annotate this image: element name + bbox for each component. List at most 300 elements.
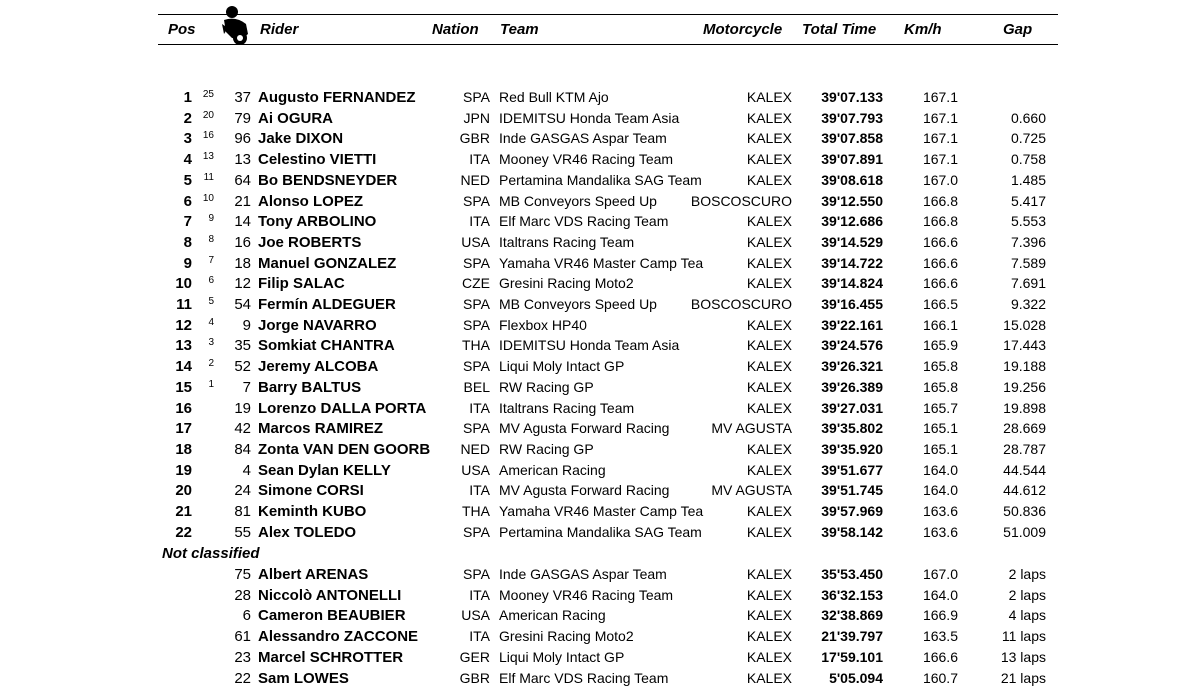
motorcycle: BOSCOSCURO: [690, 192, 792, 209]
table-row: [0, 647, 1200, 668]
gap: 28.669: [1003, 420, 1046, 437]
gap: 13 laps: [1000, 648, 1046, 665]
table-row: [0, 315, 1200, 336]
total-time: 39'51.677: [821, 461, 883, 478]
team-name: Mooney VR46 Racing Team: [499, 586, 674, 603]
gap: 19.898: [1003, 399, 1046, 416]
position: 15: [175, 378, 192, 396]
rider-name: Simone CORSI: [258, 482, 364, 500]
nation: SPA: [463, 523, 490, 540]
rider-number: 19: [234, 399, 251, 417]
position: 11: [176, 296, 192, 313]
gap: 0.660: [1010, 109, 1046, 126]
gap: 44.544: [1003, 461, 1046, 478]
gap: 15.028: [1003, 316, 1046, 333]
team-name: Pertamina Mandalika SAG Team: [499, 523, 702, 540]
nation: ITA: [469, 482, 490, 499]
motorcycle-rider-icon: [218, 4, 254, 46]
motorcycle: KALEX: [746, 566, 792, 582]
rider-number: 35: [234, 337, 251, 355]
nation: THA: [462, 503, 490, 519]
nation: USA: [461, 607, 490, 624]
team-name: MV Agusta Forward Racing: [499, 482, 670, 499]
total-time: 39'12.686: [821, 213, 883, 230]
gap: 1.485: [1010, 171, 1046, 188]
gap: 0.725: [1010, 130, 1046, 147]
speed-kmh: 165.1: [922, 420, 958, 437]
table-row: [0, 191, 1200, 212]
rider-name: Cameron BEAUBIER: [258, 607, 406, 625]
nation: JPN: [463, 109, 490, 126]
rider-number: 4: [242, 461, 251, 479]
speed-kmh: 166.5: [922, 296, 958, 312]
position: 18: [175, 440, 192, 458]
team-name: Yamaha VR46 Master Camp Tea: [499, 254, 704, 271]
position: 3: [183, 130, 192, 148]
rider-name: Sean Dylan KELLY: [258, 461, 391, 479]
team-name: Mooney VR46 Racing Team: [499, 151, 674, 168]
table-row: [0, 273, 1200, 294]
speed-kmh: 164.0: [922, 461, 958, 478]
team-name: Flexbox HP40: [499, 316, 587, 333]
nation: SPA: [463, 316, 490, 333]
position: 1: [183, 89, 192, 106]
team-name: MB Conveyors Speed Up: [499, 296, 657, 312]
points: 1: [208, 378, 214, 390]
nation: SPA: [463, 296, 490, 312]
speed-kmh: 166.6: [922, 254, 958, 271]
motorcycle: KALEX: [746, 607, 792, 624]
rider-number: 13: [234, 151, 251, 169]
team-name: Liqui Moly Intact GP: [499, 358, 625, 375]
rider-number: 18: [234, 254, 251, 272]
motorcycle: KALEX: [746, 358, 792, 375]
team-name: Gresini Racing Moto2: [499, 275, 634, 292]
speed-kmh: 165.1: [922, 440, 958, 457]
table-row: [0, 564, 1200, 585]
points: 4: [208, 316, 214, 328]
rider-number: 37: [234, 89, 251, 106]
gap: 7.396: [1010, 233, 1046, 250]
rider-number: 61: [234, 628, 251, 646]
speed-kmh: 163.6: [922, 503, 958, 519]
rider-name: Jeremy ALCOBA: [258, 358, 379, 376]
position: 19: [175, 461, 192, 479]
table-row: [0, 377, 1200, 398]
nation: SPA: [463, 420, 490, 437]
header-total-time: Total Time: [802, 21, 877, 38]
speed-kmh: 167.1: [922, 109, 958, 126]
gap: 5.417: [1010, 192, 1046, 209]
header-team: Team: [500, 21, 539, 38]
team-name: RW Racing GP: [499, 440, 594, 457]
nation: ITA: [469, 213, 490, 230]
table-row: [0, 87, 1200, 108]
nation: USA: [461, 233, 490, 250]
total-time: 36'32.153: [821, 586, 883, 603]
header-nation: Nation: [432, 21, 479, 38]
table-row: [0, 522, 1200, 543]
nation: ITA: [469, 151, 490, 168]
rider-number: 54: [234, 296, 251, 313]
motorcycle: MV AGUSTA: [711, 482, 792, 499]
speed-kmh: 166.6: [922, 233, 958, 250]
total-time: 39'58.142: [821, 523, 883, 540]
points: 25: [202, 89, 214, 100]
rider-name: Filip SALAC: [258, 275, 345, 293]
gap: 21 laps: [1000, 669, 1046, 686]
speed-kmh: 167.1: [922, 130, 958, 147]
speed-kmh: 163.5: [922, 628, 958, 645]
rider-name: Somkiat CHANTRA: [258, 337, 395, 355]
nation: NED: [460, 440, 490, 457]
rider-number: 75: [234, 566, 251, 583]
header-top-rule: [158, 14, 1058, 15]
total-time: 39'26.389: [821, 378, 883, 395]
total-time: 5'05.094: [829, 669, 883, 686]
points: 8: [208, 233, 214, 245]
rider-number: 96: [234, 130, 251, 148]
gap: 0.758: [1010, 151, 1046, 168]
rider-number: 21: [234, 192, 251, 210]
rider-name: Barry BALTUS: [258, 378, 362, 396]
total-time: 39'57.969: [821, 503, 883, 519]
total-time: 39'14.824: [821, 275, 883, 292]
points: 2: [208, 358, 214, 370]
speed-kmh: 165.9: [922, 337, 958, 354]
points: 9: [208, 213, 214, 225]
nation: SPA: [463, 192, 490, 209]
motorcycle: KALEX: [746, 399, 792, 416]
rider-number: 9: [242, 316, 251, 334]
team-name: Italtrans Racing Team: [499, 233, 635, 250]
points: 7: [208, 254, 214, 266]
gap: 11 laps: [1001, 628, 1046, 645]
nation: USA: [461, 461, 490, 478]
rider-name: Marcel SCHROTTER: [258, 648, 404, 666]
speed-kmh: 166.9: [922, 607, 958, 624]
speed-kmh: 167.0: [922, 566, 958, 582]
points: 11: [203, 171, 214, 183]
nation: SPA: [463, 254, 490, 271]
rider-number: 79: [234, 109, 251, 127]
rider-number: 64: [234, 171, 251, 189]
gap: 7.691: [1010, 275, 1046, 292]
team-name: Red Bull KTM Ajo: [499, 89, 609, 105]
motorcycle: KALEX: [746, 233, 792, 250]
points: 16: [202, 130, 214, 142]
speed-kmh: 166.1: [922, 316, 958, 333]
speed-kmh: 164.0: [922, 482, 958, 499]
rider-name: Alessandro ZACCONE: [258, 628, 419, 646]
nation: SPA: [463, 566, 490, 582]
motorcycle: KALEX: [746, 316, 792, 333]
rider-name: Keminth KUBO: [258, 503, 367, 520]
position: 9: [183, 254, 192, 272]
table-row: [0, 253, 1200, 274]
motorcycle: KALEX: [746, 586, 792, 603]
points: 20: [202, 109, 214, 121]
rider-number: 24: [234, 482, 251, 500]
total-time: 39'26.321: [821, 358, 883, 375]
gap: 7.589: [1010, 254, 1046, 271]
not-classified-heading: Not classified: [162, 545, 260, 562]
nation: ITA: [469, 628, 490, 645]
position: 5: [183, 171, 192, 189]
speed-kmh: 160.7: [922, 669, 958, 686]
nation: ITA: [469, 586, 490, 603]
motorcycle: KALEX: [746, 151, 792, 168]
team-name: American Racing: [499, 607, 606, 624]
nation: GBR: [459, 130, 490, 147]
motorcycle: KALEX: [746, 378, 792, 395]
position: 6: [183, 192, 192, 210]
gap: 9.322: [1010, 296, 1046, 312]
nation: SPA: [463, 89, 490, 105]
total-time: 32'38.869: [821, 607, 883, 624]
gap: 28.787: [1003, 440, 1046, 457]
total-time: 21'39.797: [821, 628, 883, 645]
team-name: Elf Marc VDS Racing Team: [499, 669, 669, 686]
position: 21: [175, 503, 192, 520]
table-row: [0, 170, 1200, 191]
motorcycle: MV AGUSTA: [711, 420, 792, 437]
team-name: MV Agusta Forward Racing: [499, 420, 670, 437]
team-name: Gresini Racing Moto2: [499, 628, 634, 645]
table-row: [0, 439, 1200, 460]
table-row: [0, 585, 1200, 606]
rider-number: 42: [234, 420, 251, 438]
header-pos: Pos: [168, 21, 196, 38]
total-time: 17'59.101: [821, 648, 883, 665]
motorcycle: KALEX: [746, 213, 792, 230]
rider-name: Alex TOLEDO: [258, 523, 357, 541]
total-time: 39'51.745: [821, 482, 883, 499]
table-row: [0, 294, 1200, 315]
gap: 19.256: [1003, 378, 1046, 395]
nation: NED: [460, 171, 490, 188]
speed-kmh: 166.6: [922, 275, 958, 292]
table-row: [0, 480, 1200, 501]
total-time: 39'22.161: [821, 316, 883, 333]
rider-number: 55: [234, 523, 251, 541]
nation: THA: [462, 337, 490, 354]
header-kmh: Km/h: [904, 21, 942, 38]
total-time: 39'24.576: [821, 337, 883, 354]
motorcycle: KALEX: [746, 337, 792, 354]
rider-name: Jake DIXON: [258, 130, 344, 148]
table-row: [0, 418, 1200, 439]
gap: 50.836: [1003, 503, 1046, 519]
points: 6: [208, 275, 214, 287]
rider-name: Sam LOWES: [258, 669, 349, 687]
speed-kmh: 165.7: [922, 399, 958, 416]
position: 2: [183, 109, 192, 127]
rider-name: Jorge NAVARRO: [258, 316, 377, 334]
position: 20: [175, 482, 192, 500]
motorcycle: KALEX: [746, 523, 792, 540]
speed-kmh: 167.1: [922, 89, 958, 105]
total-time: 39'07.133: [821, 89, 883, 105]
team-name: IDEMITSU Honda Team Asia: [499, 337, 680, 354]
gap: 4 laps: [1008, 607, 1046, 624]
gap: 2 laps: [1008, 586, 1046, 603]
table-row: [0, 108, 1200, 129]
motorcycle: KALEX: [746, 254, 792, 271]
position: 17: [175, 420, 192, 438]
team-name: Liqui Moly Intact GP: [499, 648, 625, 665]
rider-name: Augusto FERNANDEZ: [258, 89, 416, 106]
motorcycle: KALEX: [746, 440, 792, 457]
total-time: 39'07.891: [821, 151, 883, 168]
table-row: [0, 398, 1200, 419]
rider-number: 7: [242, 378, 251, 396]
total-time: 39'12.550: [821, 192, 883, 209]
team-name: American Racing: [499, 461, 606, 478]
position: 4: [183, 151, 192, 169]
nation: ITA: [469, 399, 490, 416]
rider-number: 12: [234, 275, 251, 293]
rider-number: 81: [234, 503, 251, 520]
table-row: [0, 149, 1200, 170]
motorcycle: KALEX: [746, 503, 792, 519]
gap: 51.009: [1003, 523, 1046, 540]
position: 14: [175, 358, 192, 376]
speed-kmh: 165.8: [922, 358, 958, 375]
rider-number: 28: [234, 586, 251, 604]
rider-name: Fermín ALDEGUER: [258, 296, 396, 313]
points: 3: [208, 337, 214, 349]
table-row: [0, 460, 1200, 481]
rider-number: 6: [242, 607, 251, 625]
table-row: [0, 335, 1200, 356]
table-row: [0, 626, 1200, 647]
header-motorcycle: Motorcycle: [703, 21, 783, 38]
position: 22: [175, 523, 192, 541]
total-time: 35'53.450: [821, 566, 883, 582]
table-row: [0, 668, 1200, 689]
motorcycle: KALEX: [746, 171, 792, 188]
team-name: Inde GASGAS Aspar Team: [499, 566, 667, 582]
team-name: Italtrans Racing Team: [499, 399, 635, 416]
table-row: [0, 128, 1200, 149]
speed-kmh: 166.6: [922, 648, 958, 665]
team-name: IDEMITSU Honda Team Asia: [499, 109, 680, 126]
speed-kmh: 166.8: [922, 213, 958, 230]
rider-number: 23: [234, 648, 251, 666]
gap: 44.612: [1003, 482, 1046, 499]
header-gap: Gap: [1003, 21, 1033, 38]
header-rider: Rider: [260, 21, 299, 38]
motorcycle: KALEX: [746, 669, 792, 686]
total-time: 39'07.858: [821, 130, 883, 147]
rider-name: Albert ARENAS: [258, 566, 369, 583]
gap: 2 laps: [1008, 566, 1046, 582]
rider-name: Ai OGURA: [258, 109, 333, 127]
total-time: 39'35.920: [821, 440, 883, 457]
header-bottom-rule: [158, 44, 1058, 45]
team-name: Inde GASGAS Aspar Team: [499, 130, 667, 147]
gap: 17.443: [1003, 337, 1046, 354]
table-row: [0, 501, 1200, 522]
position: 12: [175, 316, 192, 334]
team-name: RW Racing GP: [499, 378, 594, 395]
team-name: Elf Marc VDS Racing Team: [499, 213, 669, 230]
rider-name: Niccolò ANTONELLI: [258, 586, 402, 604]
position: 16: [175, 399, 192, 417]
rider-number: 84: [234, 440, 251, 458]
rider-name: Bo BENDSNEYDER: [258, 171, 398, 189]
nation: GBR: [459, 669, 490, 686]
points: 10: [202, 192, 214, 204]
motorcycle: KALEX: [746, 275, 792, 292]
motorcycle: BOSCOSCURO: [690, 296, 792, 312]
total-time: 39'35.802: [821, 420, 883, 437]
position: 10: [175, 275, 192, 293]
rider-name: Marcos RAMIREZ: [258, 420, 384, 438]
team-name: MB Conveyors Speed Up: [499, 192, 657, 209]
rider-name: Alonso LOPEZ: [258, 192, 363, 210]
team-name: Pertamina Mandalika SAG Team: [499, 171, 702, 188]
rider-number: 52: [234, 358, 251, 376]
nation: GER: [459, 648, 490, 665]
rider-name: Lorenzo DALLA PORTA: [258, 399, 427, 417]
motorcycle: KALEX: [746, 628, 792, 645]
total-time: 39'14.722: [821, 254, 883, 271]
position: 7: [183, 213, 192, 231]
speed-kmh: 167.1: [922, 151, 958, 168]
speed-kmh: 166.8: [922, 192, 958, 209]
total-time: 39'27.031: [821, 399, 883, 416]
rider-number: 16: [234, 233, 251, 251]
total-time: 39'14.529: [821, 233, 883, 250]
team-name: Yamaha VR46 Master Camp Tea: [499, 503, 704, 519]
table-row: [0, 211, 1200, 232]
speed-kmh: 167.0: [922, 171, 958, 188]
speed-kmh: 163.6: [922, 523, 958, 540]
total-time: 39'16.455: [821, 296, 883, 312]
position: 8: [183, 233, 192, 251]
rider-name: Celestino VIETTI: [258, 151, 377, 169]
speed-kmh: 164.0: [922, 586, 958, 603]
motorcycle: KALEX: [746, 648, 792, 665]
motorcycle: KALEX: [746, 461, 792, 478]
total-time: 39'07.793: [821, 109, 883, 126]
motorcycle: KALEX: [746, 130, 792, 147]
gap: 19.188: [1003, 358, 1046, 375]
position: 13: [175, 337, 192, 355]
rider-name: Manuel GONZALEZ: [258, 254, 397, 272]
points: 13: [202, 151, 214, 163]
motorcycle: KALEX: [746, 109, 792, 126]
speed-kmh: 165.8: [922, 378, 958, 395]
nation: BEL: [463, 378, 490, 395]
rider-name: Tony ARBOLINO: [258, 213, 377, 231]
motorcycle: KALEX: [746, 89, 792, 105]
gap: 5.553: [1010, 213, 1046, 230]
table-row: [0, 232, 1200, 253]
table-row: [0, 356, 1200, 377]
points: 5: [208, 296, 214, 307]
rider-number: 14: [234, 213, 251, 231]
nation: CZE: [462, 275, 490, 292]
rider-name: Joe ROBERTS: [258, 233, 362, 251]
rider-number: 22: [234, 669, 251, 687]
table-row: [0, 605, 1200, 626]
rider-name: Zonta VAN DEN GOORB: [258, 440, 431, 458]
total-time: 39'08.618: [821, 171, 883, 188]
nation: SPA: [463, 358, 490, 375]
